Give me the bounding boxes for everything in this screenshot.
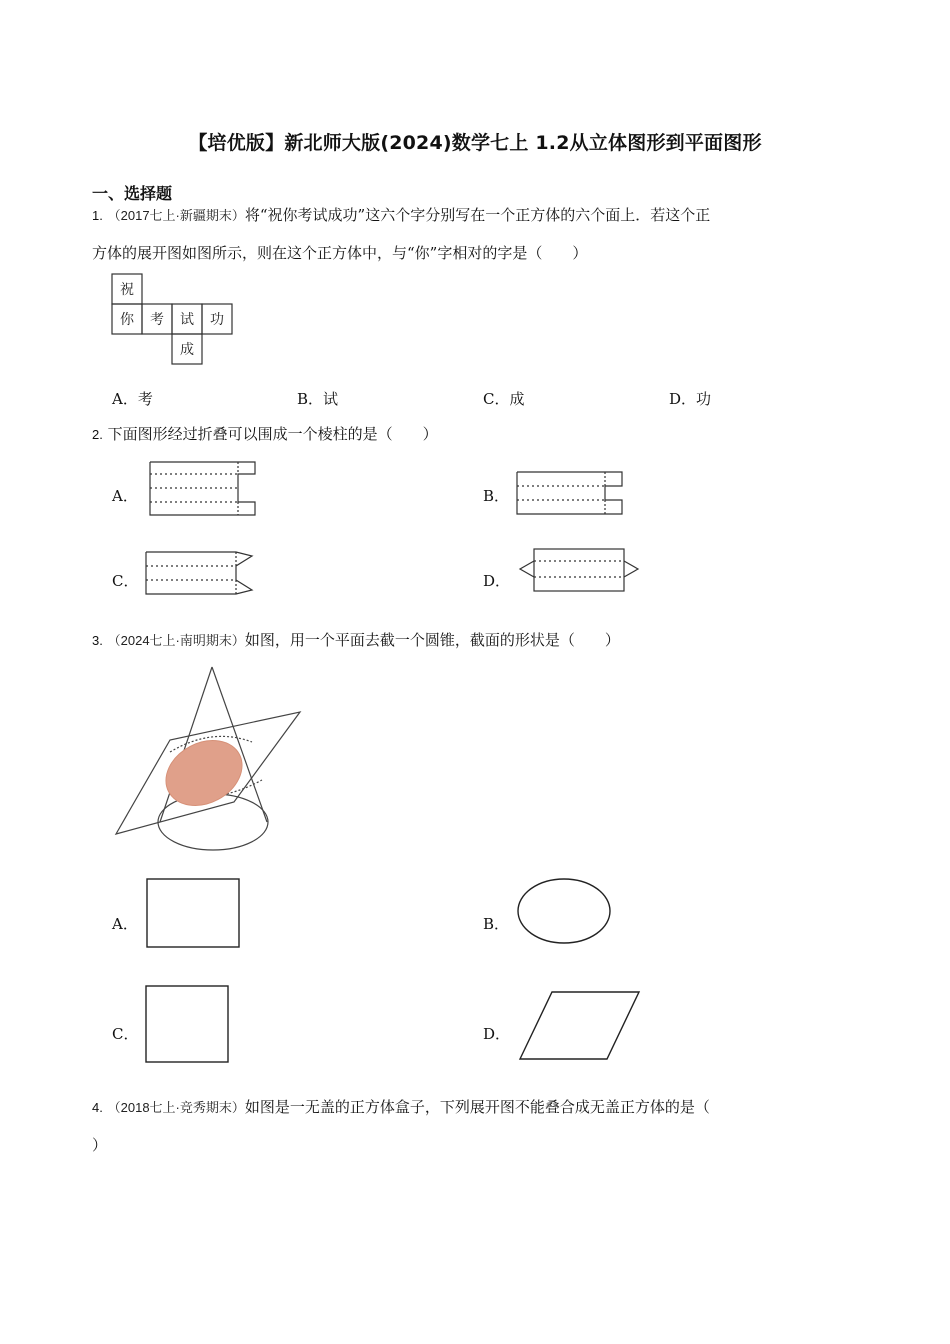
q2-text: 下面图形经过折叠可以围成一个棱柱的是（ ） [107,425,438,443]
q3-option-c: C． [112,1025,139,1043]
q1-cube-net [110,272,235,367]
q2-option-c: C． [112,572,139,590]
q3-number: 3. [92,633,103,648]
page-title: 【培优版】新北师大版(2024)数学七上 1.2从立体图形到平面图形 [188,132,762,154]
net-cell-1: 你 [120,312,134,328]
q1-option-c: C．成 [483,390,525,408]
q2-figure-d [518,547,640,593]
q1-source: （2017七上·新疆期末） [107,208,245,223]
q2-line [92,415,438,454]
q4-text-line1: 如图是一无盖的正方体盒子，下列展开图不能叠合成无盖正方体的是（ [244,1098,710,1116]
q3-option-b: B． [483,915,510,933]
q1-option-d: D．功 [669,390,712,408]
q4-number: 4. [92,1100,103,1115]
q3-shape-ellipse [516,877,614,947]
q3-line [92,621,620,660]
net-cell-0: 祝 [120,282,134,298]
q2-option-a: A． [112,487,138,505]
q1-line1 [92,196,710,235]
q3-option-a: A． [112,915,138,933]
net-cell-3: 试 [180,312,194,328]
q4-text-line2: ） [92,1136,108,1154]
q3-shape-square [145,985,231,1065]
q3-source: （2024七上·南明期末） [107,633,245,648]
q4-source: （2018七上·竞秀期末） [107,1100,245,1115]
q2-option-d: D． [483,572,511,590]
q1-text-line1: 将“祝你考试成功”这六个字分别写在一个正方体的六个面上．若这个正 [244,206,711,224]
q2-figure-b [515,470,625,516]
q3-cone-section-figure [112,662,307,857]
q3-shape-parallelogram [518,990,642,1062]
net-cell-2: 考 [150,312,164,328]
net-cell-5: 成 [180,342,194,358]
q3-shape-rectangle [146,878,242,950]
q2-figure-c [144,550,256,596]
q2-option-b: B． [483,487,510,505]
q1-number: 1. [92,208,103,223]
q2-number: 2. [92,427,103,442]
q1-option-a: A．考 [112,390,153,408]
q1-option-b: B．试 [297,390,339,408]
q3-option-d: D． [483,1025,511,1043]
q1-text-line2: 方体的展开图如图所示，则在这个正方体中，与“你”字相对的字是（ ） [92,244,588,262]
q3-text: 如图，用一个平面去截一个圆锥，截面的形状是（ ） [244,631,620,649]
q4-line1 [92,1088,710,1127]
section-heading: 一、选择题 [92,184,173,203]
net-cell-4: 功 [210,312,224,328]
q2-figure-a [148,460,258,518]
